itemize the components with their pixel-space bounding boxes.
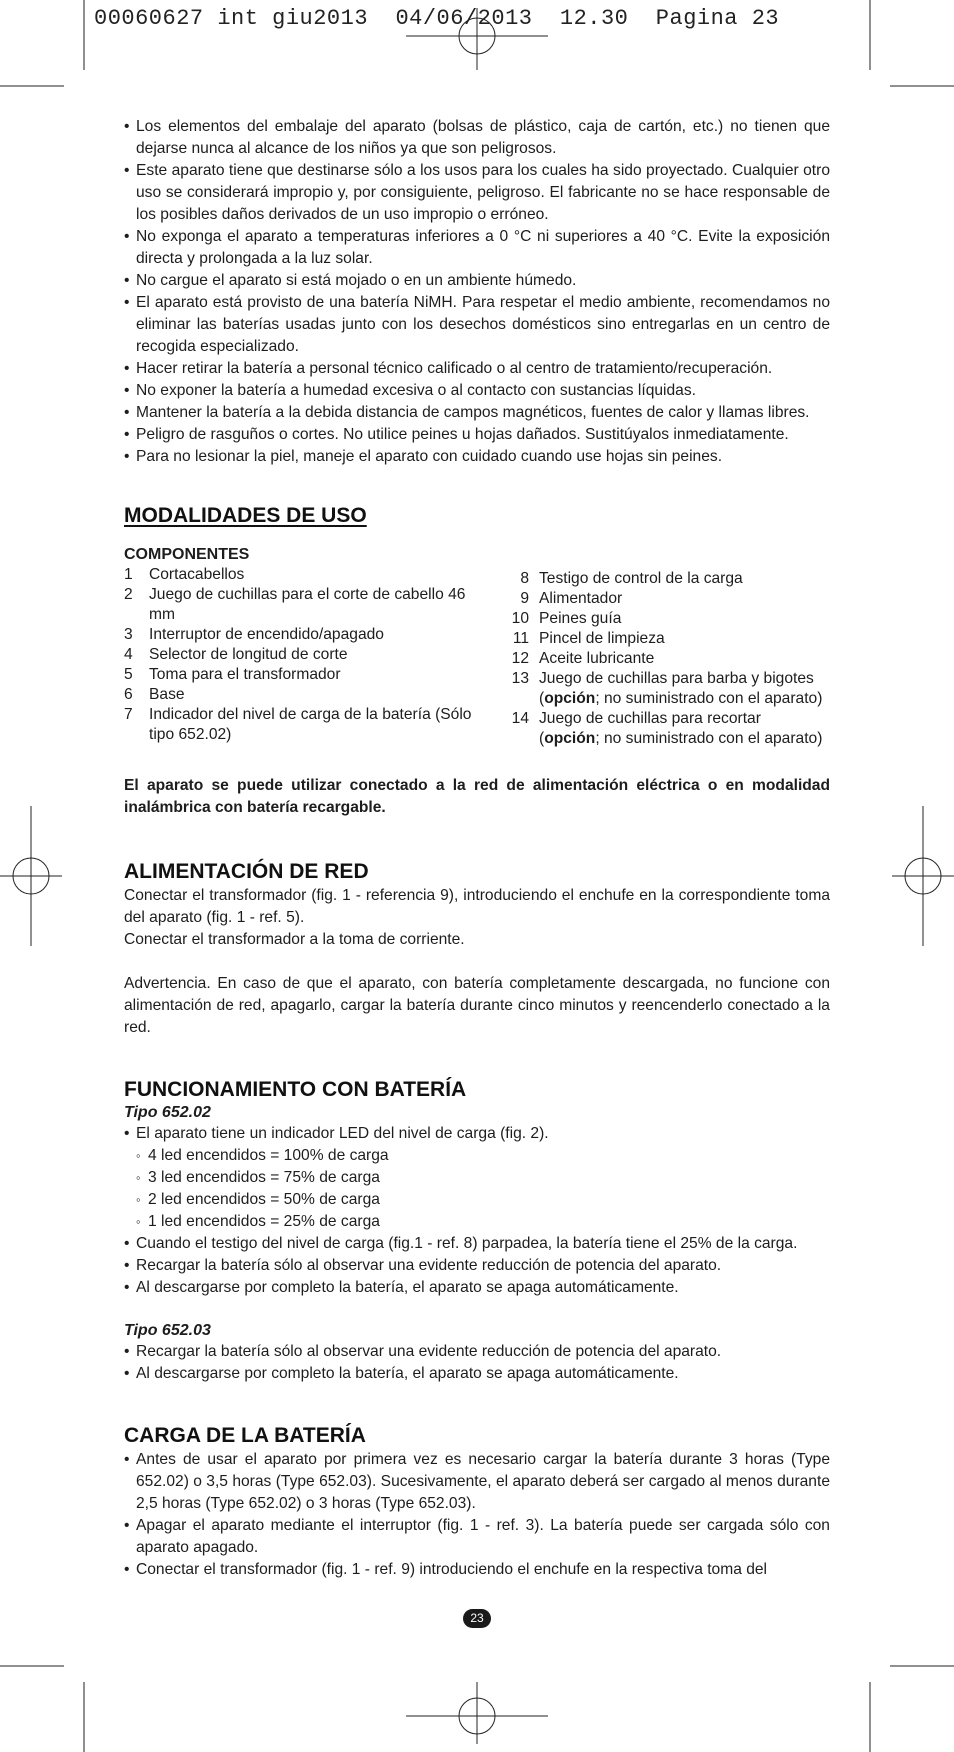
section-title-funcionamiento: FUNCIONAMIENTO CON BATERÍA (124, 1078, 467, 1101)
list-item: • Recargar la batería sólo al observar una evidente reducción de potencia del aparato. (124, 1341, 830, 1363)
led-levels-list (124, 1145, 830, 1233)
page-content (124, 116, 830, 1581)
list-item: • Al descargarse por completo la batería, el aparato se apaga automáticamente. (124, 1363, 830, 1385)
list-item: • Apagar el aparato mediante el interruptor (fig. 1 - ref. 3). La batería puede ser cargada sólo con aparato apagado. (124, 1515, 830, 1559)
section-title-alimentacion: ALIMENTACIÓN DE RED (124, 860, 369, 883)
list-item: • Para no lesionar la piel, maneje el aparato con cuidado cuando use hojas sin peines. (124, 446, 830, 468)
led-level-item: ◦ 2 led encendidos = 50% de carga (136, 1189, 830, 1211)
battery-list-652-02 (124, 1123, 830, 1299)
list-item: • Cuando el testigo del nivel de carga (fig.1 - ref. 8) parpadea, la batería tiene el 25% de la carga. (124, 1233, 830, 1255)
component-item: 5 Toma para el transformador (124, 666, 341, 683)
component-item: 3 Interruptor de encendido/apagado (124, 626, 384, 643)
component-item: 12 Aceite lubricante (511, 650, 655, 667)
component-item: 7 Indicador del nivel de carga de la batería (Sólo tipo 652.02) (124, 706, 472, 743)
list-item: • Recargar la batería sólo al observar una evidente reducción de potencia del aparato. (124, 1255, 830, 1277)
page-number-badge: 23 (463, 1609, 491, 1628)
type-heading: Tipo 652.02 (124, 1104, 211, 1121)
led-level-item: ◦ 1 led encendidos = 25% de carga (136, 1211, 830, 1233)
list-item: • Conectar el transformador (fig. 1 - ref. 9) introduciendo el enchufe en la respectiva toma del (124, 1559, 830, 1581)
led-level-item: ◦ 4 led encendidos = 100% de carga (136, 1145, 830, 1167)
list-item: • No exponga el aparato a temperaturas inferiores a 0 °C ni superiores a 40 °C. Evite la exposición directa y prolongada a la luz solar. (124, 226, 830, 270)
charging-list (124, 1449, 830, 1581)
component-item: 2 Juego de cuchillas para el corte de cabello 46 mm (124, 586, 466, 623)
list-item: • Este aparato tiene que destinarse sólo a los usos para los cuales ha sido proyectado. Cualquier otro uso se considerará impropio y, por consiguiente, peligroso. El fabricante no se hace responsable de los posibles daños derivados de un uso impropio o erróneo. (124, 160, 830, 226)
type-heading: Tipo 652.03 (124, 1322, 211, 1339)
components-list (124, 565, 830, 749)
print-slug: 00060627 int giu2013 04/06/2013 12.30 Pagina 23 (94, 6, 780, 31)
warning-paragraph: Advertencia. En caso de que el aparato, con batería completamente descargada, no funcione con alimentación de red, apagarlo, cargar la batería durante cinco minutos y reencenderlo conectado a la red. (124, 975, 830, 1036)
list-item: • El aparato está provisto de una batería NiMH. Para respetar el medio ambiente, recomendamos no eliminar las baterías usadas junto con los desechos domésticos sino entregarlas en un centro de recogida especializado. (124, 292, 830, 358)
list-item: • Los elementos del embalaje del aparato (bolsas de plástico, caja de cartón, etc.) no tienen que dejarse nunca al alcance de los niños ya que son peligrosos. (124, 116, 830, 160)
component-item: 11 Pincel de limpieza (512, 630, 665, 647)
usage-note: El aparato se puede utilizar conectado a la red de alimentación eléctrica o en modalidad inalámbrica con batería recargable. (124, 777, 830, 816)
safety-list (124, 116, 830, 468)
components-right-column (500, 565, 830, 749)
component-item: 6 Base (124, 686, 185, 703)
paragraph: Conectar el transformador a la toma de corriente. (124, 931, 465, 948)
section-title-modalidades: MODALIDADES DE USO (124, 504, 367, 527)
component-item: 4 Selector de longitud de corte (124, 646, 348, 663)
component-item: 8 Testigo de control de la carga (520, 570, 743, 587)
component-item: 13 Juego de cuchillas para barba y bigotes (opción; no suministrado con el aparato) (511, 670, 823, 707)
led-level-item: ◦ 3 led encendidos = 75% de carga (136, 1167, 830, 1189)
list-item: • Antes de usar el aparato por primera vez es necesario cargar la batería durante 3 horas (Type 652.02) o 3,5 horas (Type 652.03). Sucesivamente, el aparato deberá ser cargado al menos durante 2,5 horas (Type 652.02) o 3 horas (Type 652.03). (124, 1449, 830, 1515)
list-item: • Mantener la batería a la debida distancia de campos magnéticos, fuentes de calor y llamas libres. (124, 402, 830, 424)
paragraph: Conectar el transformador (fig. 1 - referencia 9), introduciendo el enchufe en la correspondiente toma del aparato (fig. 1 - ref. 5). (124, 887, 830, 926)
component-item: 10 Peines guía (511, 610, 622, 627)
list-item: • El aparato tiene un indicador LED del nivel de carga (fig. 2). ◦ 4 led encendidos = 100% de carga ◦ 3 led encendidos = 75% de carga ◦ 2 led encendidos = 50% de carga ◦ 1 led encendidos = 25% de carga (124, 1123, 830, 1233)
components-left-column (124, 565, 494, 749)
component-item: 14 Juego de cuchillas para recortar (opción; no suministrado con el aparato) (511, 710, 823, 747)
list-item: • Peligro de rasguños o cortes. No utilice peines u hojas dañados. Sustitúyalos inmediatamente. (124, 424, 830, 446)
list-item: • Al descargarse por completo la batería, el aparato se apaga automáticamente. (124, 1277, 830, 1299)
component-item: 1 Cortacabellos (124, 566, 245, 583)
componentes-title: COMPONENTES (124, 546, 250, 563)
component-item: 9 Alimentador (520, 590, 623, 607)
list-item: • No exponer la batería a humedad excesiva o al contacto con sustancias líquidas. (124, 380, 830, 402)
battery-list-652-03 (124, 1341, 830, 1385)
list-item: • Hacer retirar la batería a personal técnico calificado o al centro de tratamiento/recuperación. (124, 358, 830, 380)
list-item: • No cargue el aparato si está mojado o en un ambiente húmedo. (124, 270, 830, 292)
section-title-carga: CARGA DE LA BATERÍA (124, 1424, 366, 1447)
